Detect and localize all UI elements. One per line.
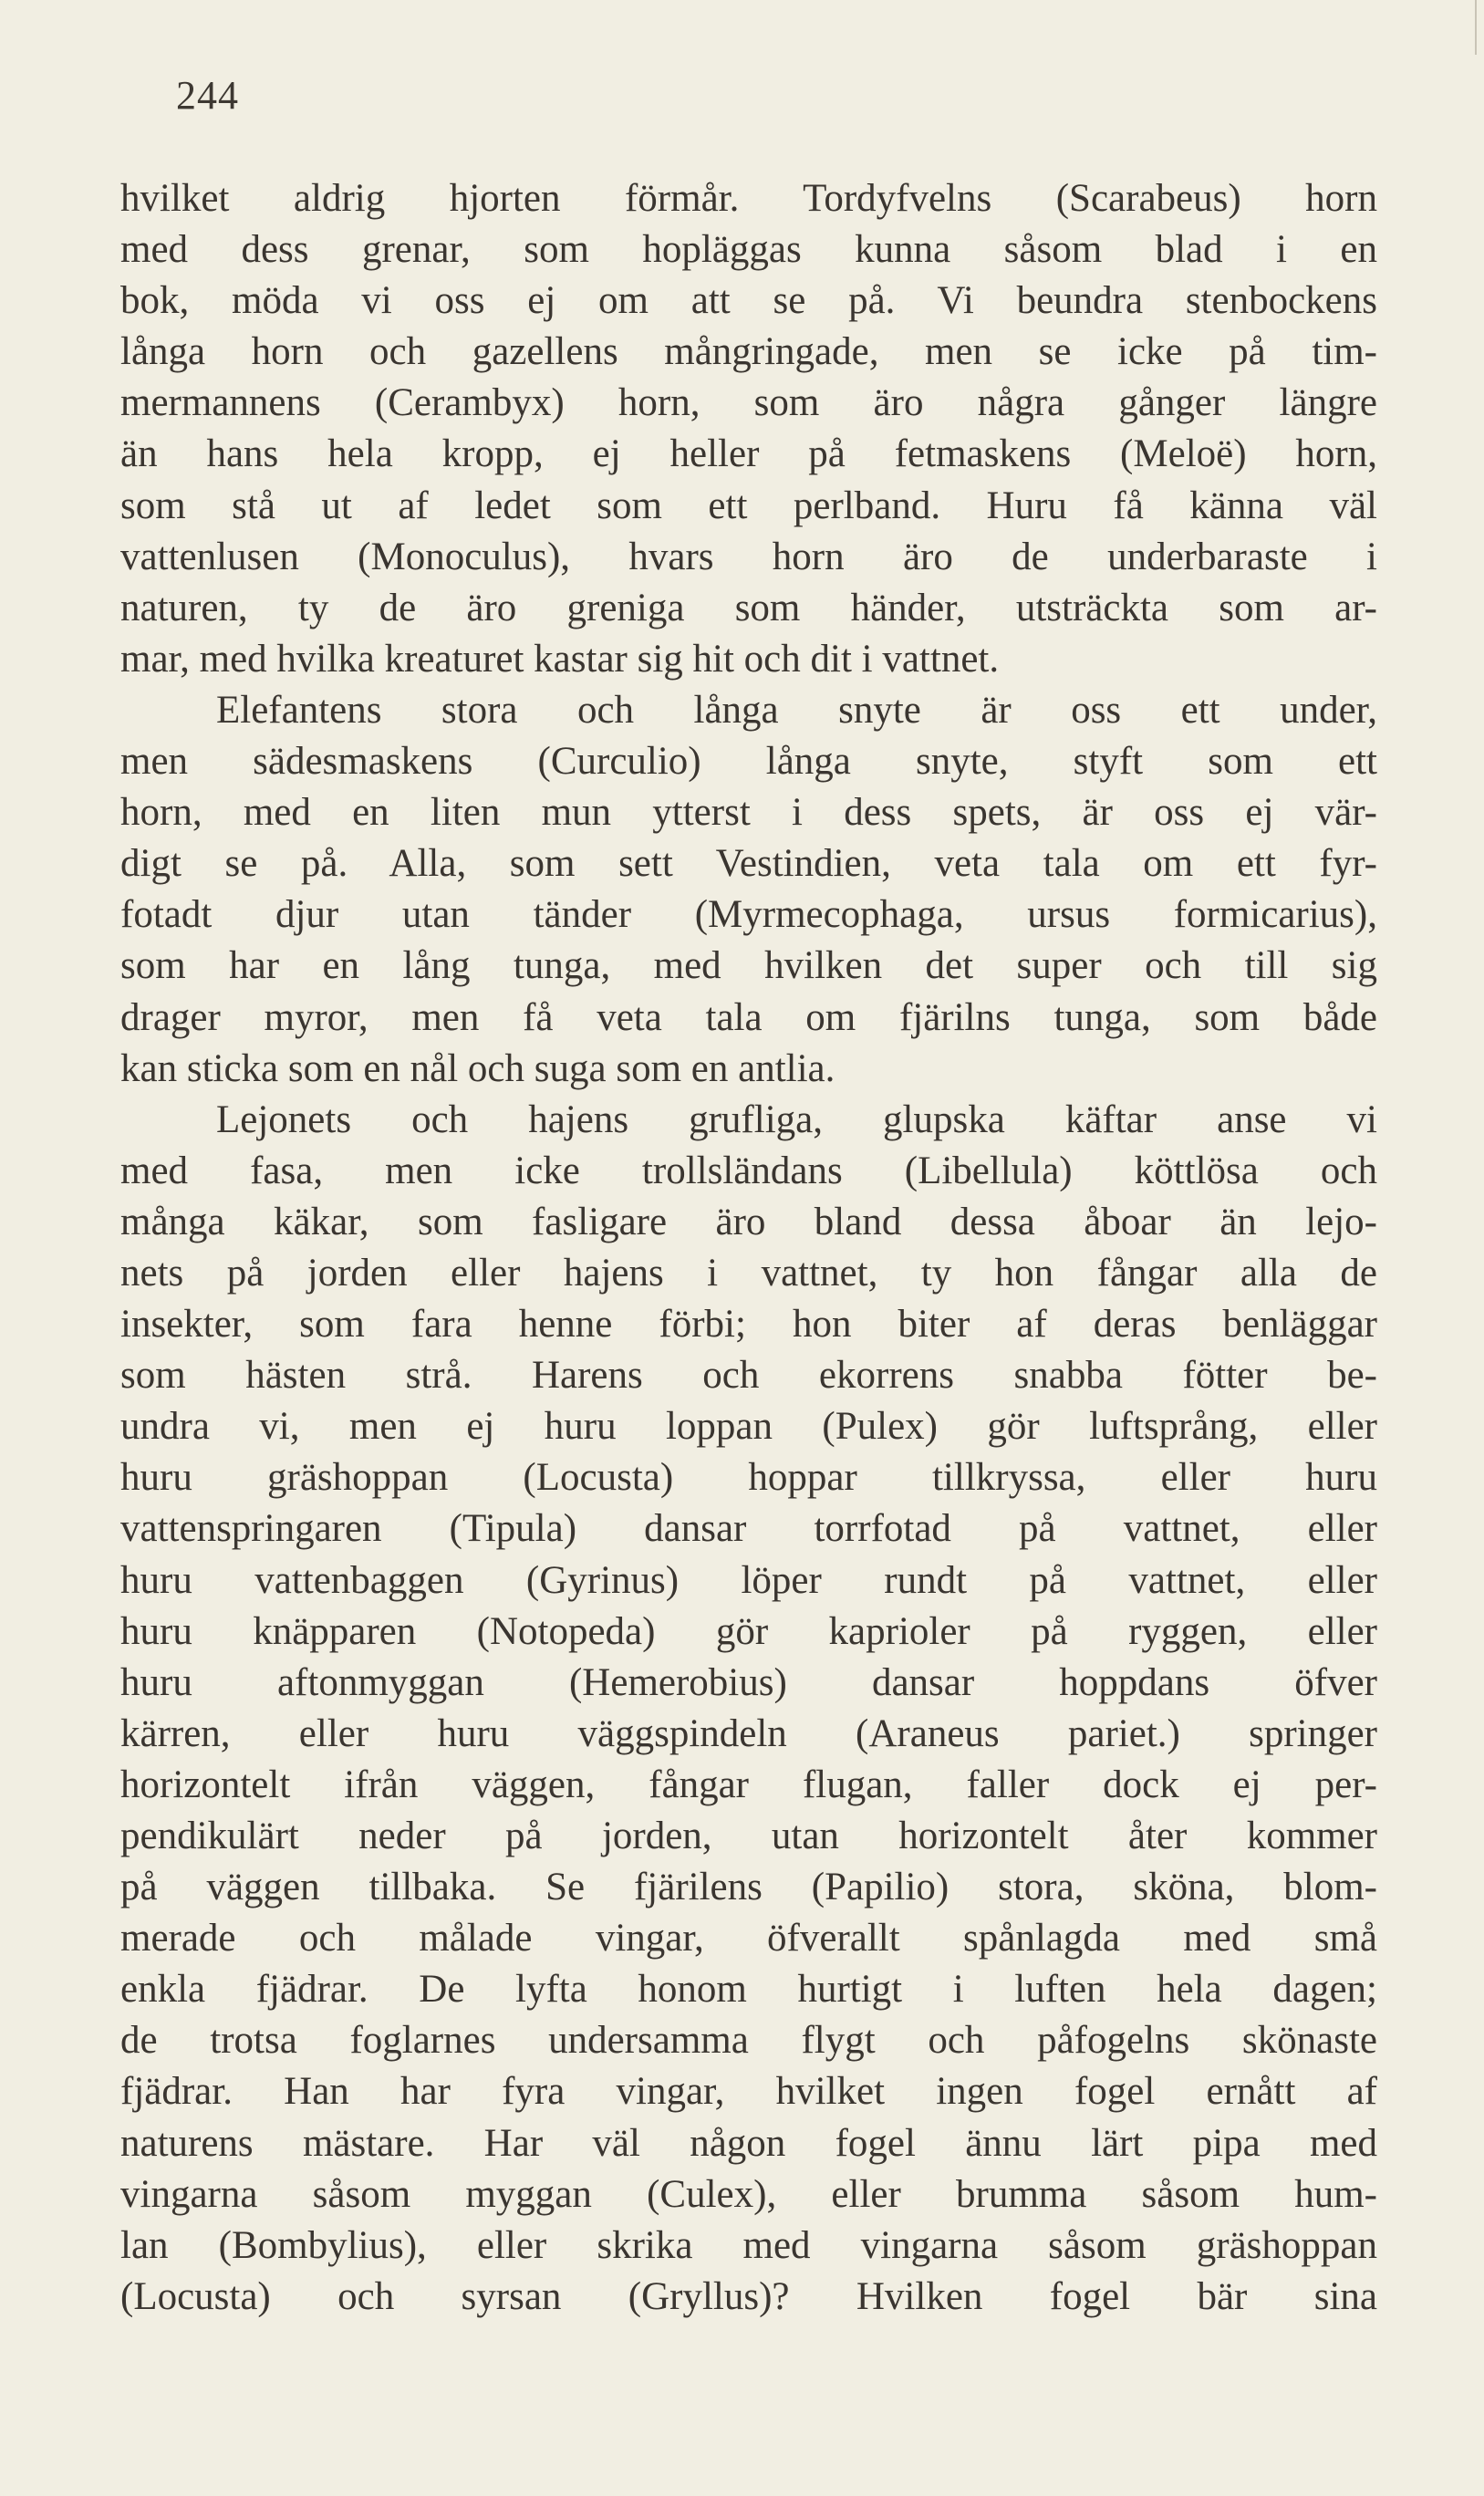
text-line: vattenlusen (Monoculus), hvars horn äro de underbaraste i (120, 535, 1377, 578)
text-line: undra vi, men ej huru loppan (Pulex) gör luftsprång, eller (120, 1405, 1377, 1449)
text-line: än hans hela kropp, ej heller på fetmaskens (Meloë) horn, (120, 432, 1377, 476)
text-line: pendikulärt neder på jorden, utan horizontelt åter kommer (120, 1815, 1377, 1857)
text-line: vingarna såsom myggan (Culex), eller brumma såsom hum- (120, 2172, 1377, 2216)
text-line: på väggen tillbaka. Se fjärilens (Papilio) stora, sköna, blom- (120, 1866, 1377, 1909)
text-line: Lejonets och hajens grufliga, glupska käftar anse vi (216, 1097, 1377, 1141)
text-line: drager myror, men få veta tala om fjärilns tunga, som både (120, 995, 1377, 1039)
text-line: fotadt djur utan tänder (Myrmecophaga, ursus formicarius), (120, 893, 1377, 937)
text-line: lan (Bombylius), eller skrika med vingarna såsom gräshoppan (120, 2223, 1377, 2267)
text-line: som hästen strå. Harens och ekorrens snabba fötter be- (120, 1354, 1377, 1398)
text-line: kärren, eller huru väggspindeln (Araneus pariet.) springer (120, 1711, 1377, 1755)
page-number: 244 (176, 73, 239, 118)
text-line: hvilket aldrig hjorten förmår. Tordyfvelns (Scarabeus) horn (120, 177, 1377, 220)
text-line: huru aftonmyggan (Hemerobius) dansar hoppdans öfver (120, 1660, 1377, 1704)
text-line: Elefantens stora och långa snyte är oss ett under, (216, 688, 1377, 732)
text-line: (Locusta) och syrsan (Gryllus)? Hvilken fogel bär sina (120, 2274, 1377, 2318)
body-text (120, 173, 1377, 2323)
text-line: med dess grenar, som hopläggas kunna såsom blad i en (120, 228, 1377, 272)
text-line: digt se på. Alla, som sett Vestindien, veta tala om ett fyr- (120, 842, 1377, 886)
text-line: fjädrar. Han har fyra vingar, hvilket ingen fogel ernått af (120, 2070, 1377, 2114)
text-line: som har en lång tunga, med hvilken det super och till sig (120, 944, 1377, 988)
text-line: kan sticka som en nål och suga som en antlia. (120, 1046, 835, 1090)
text-line: nets på jorden eller hajens i vattnet, ty hon fångar alla de (120, 1251, 1377, 1295)
text-line: som stå ut af ledet som ett perlband. Huru få känna väl (120, 484, 1377, 527)
text-line: merade och målade vingar, öfverallt spånlagda med små (120, 1917, 1377, 1960)
text-line: med fasa, men icke trollsländans (Libellula) köttlösa och (120, 1149, 1377, 1192)
text-line: bok, möda vi oss ej om att se på. Vi beundra stenbockens (120, 279, 1377, 323)
text-line: mar, med hvilka kreaturet kastar sig hit och dit i vattnet. (120, 637, 1000, 681)
text-line: långa horn och gazellens mångringade, men se icke på tim- (120, 330, 1377, 374)
text-line: huru gräshoppan (Locusta) hoppar tillkryssa, eller huru (120, 1456, 1377, 1500)
text-line: naturen, ty de äro greniga som händer, utsträckta som ar- (120, 586, 1377, 629)
text-line: naturens mästare. Har väl någon fogel ännu lärt pipa med (120, 2121, 1377, 2165)
text-line: många käkar, som fasligare äro bland dessa åboar än lejo- (120, 1200, 1377, 1243)
text-line: insekter, som fara henne förbi; hon biter af deras benläggar (120, 1303, 1377, 1347)
text-line: de trotsa foglarnes undersamma flygt och påfogelns skönaste (120, 2019, 1377, 2063)
text-line: horizontelt ifrån väggen, fångar flugan, faller dock ej per- (120, 1763, 1377, 1806)
page-edge-mark (1475, 0, 1477, 55)
text-line: enkla fjädrar. De lyfta honom hurtigt i luften hela dagen; (120, 1968, 1377, 2012)
text-line: men sädesmaskens (Curculio) långa snyte, styft som ett (120, 740, 1377, 784)
text-line: mermannens (Cerambyx) horn, som äro några gånger längre (120, 381, 1377, 425)
text-line: huru knäpparen (Notopeda) gör kaprioler på ryggen, eller (120, 1609, 1377, 1653)
text-line: vattenspringaren (Tipula) dansar torrfotad på vattnet, eller (120, 1507, 1377, 1551)
text-line: horn, med en liten mun ytterst i dess spets, är oss ej vär- (120, 791, 1377, 835)
text-line: huru vattenbaggen (Gyrinus) löper rundt på vattnet, eller (120, 1558, 1377, 1602)
